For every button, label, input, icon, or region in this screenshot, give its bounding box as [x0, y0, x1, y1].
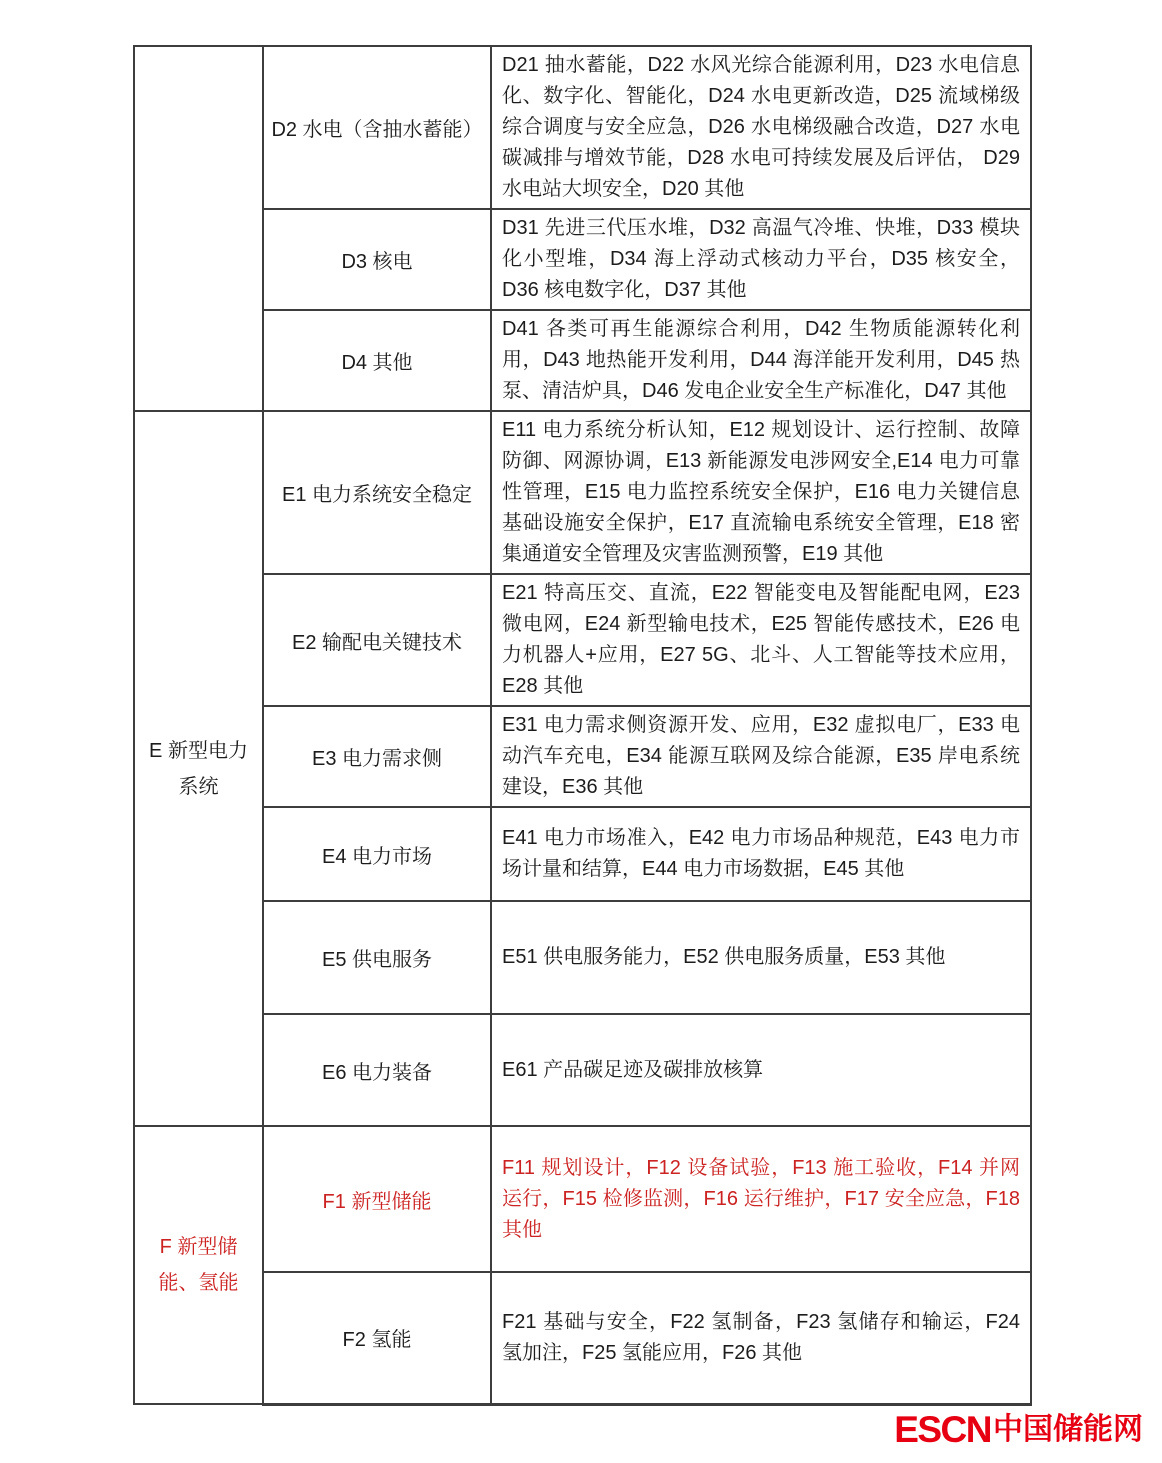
detail-cell: F11 规划设计，F12 设备试验，F13 施工验收，F14 并网运行，F15 检修监测，F16 运行维护，F17 安全应急，F18 其他: [491, 1126, 1031, 1272]
table-row: [134, 807, 1031, 901]
subcategory-cell: E4 电力市场: [263, 807, 491, 901]
table-row: [134, 901, 1031, 1014]
subcategory-cell: D3 核电: [263, 209, 491, 310]
subcategory-cell: F1 新型储能: [263, 1126, 491, 1272]
subcategory-cell: E5 供电服务: [263, 901, 491, 1014]
table-row: [134, 209, 1031, 310]
category-cell-e: E 新型电力系统: [134, 411, 263, 1126]
table-row: [134, 46, 1031, 209]
detail-cell: E31 电力需求侧资源开发、应用，E32 虚拟电厂，E33 电动汽车充电，E34 能源互联网及综合能源，E35 岸电系统建设，E36 其他: [491, 706, 1031, 807]
table-row: [134, 310, 1031, 411]
detail-cell: D41 各类可再生能源综合利用，D42 生物质能源转化利用，D43 地热能开发利用，D44 海洋能开发利用，D45 热泵、清洁炉具，D46 发电企业安全生产标准化，D47 其他: [491, 310, 1031, 411]
table-row: [134, 1014, 1031, 1126]
energy-category-table: [133, 45, 1032, 1406]
escn-logo: [894, 1410, 1143, 1450]
subcategory-cell: F2 氢能: [263, 1272, 491, 1404]
detail-cell: D31 先进三代压水堆，D32 高温气冷堆、快堆，D33 模块化小型堆，D34 海上浮动式核动力平台，D35 核安全，D36 核电数字化，D37 其他: [491, 209, 1031, 310]
subcategory-cell: E2 输配电关键技术: [263, 574, 491, 706]
category-cell-f: F 新型储能、氢能: [134, 1126, 263, 1404]
subcategory-cell: D4 其他: [263, 310, 491, 411]
detail-cell: E51 供电服务能力，E52 供电服务质量，E53 其他: [491, 901, 1031, 1014]
subcategory-cell: E3 电力需求侧: [263, 706, 491, 807]
table-row: [134, 1126, 1031, 1272]
escn-logo-latin-text: ESCN: [894, 1409, 991, 1450]
detail-cell: E21 特高压交、直流，E22 智能变电及智能配电网，E23 微电网，E24 新型输电技术，E25 智能传感技术，E26 电力机器人+应用，E27 5G、北斗、人工智能等技术应用，E28 其他: [491, 574, 1031, 706]
subcategory-cell: E6 电力装备: [263, 1014, 491, 1126]
table-row: [134, 411, 1031, 574]
subcategory-cell: D2 水电（含抽水蓄能）: [263, 46, 491, 209]
detail-cell: D21 抽水蓄能，D22 水风光综合能源利用，D23 水电信息化、数字化、智能化，D24 水电更新改造，D25 流域梯级综合调度与安全应急，D26 水电梯级融合改造，D27 水电碳减排与增效节能，D28 水电可持续发展及后评估， D29 水电站大坝安全，D20 其他: [491, 46, 1031, 209]
escn-logo-cjk-text: 中国储能网: [993, 1413, 1143, 1446]
detail-cell: E11 电力系统分析认知，E12 规划设计、运行控制、故障防御、网源协调，E13 新能源发电涉网安全,E14 电力可靠性管理，E15 电力监控系统安全保护，E16 电力关键信息基础设施安全保护，E17 直流输电系统安全管理，E18 密集通道安全管理及灾害监测预警，E19 其他: [491, 411, 1031, 574]
table-row: [134, 574, 1031, 706]
detail-cell: E41 电力市场准入，E42 电力市场品种规范，E43 电力市场计量和结算，E44 电力市场数据，E45 其他: [491, 807, 1031, 901]
category-cell-d: [134, 46, 263, 411]
subcategory-cell: E1 电力系统安全稳定: [263, 411, 491, 574]
table-row: [134, 1272, 1031, 1404]
detail-cell: F21 基础与安全，F22 氢制备，F23 氢储存和输运，F24 氢加注，F25 氢能应用，F26 其他: [491, 1272, 1031, 1404]
detail-cell: E61 产品碳足迹及碳排放核算: [491, 1014, 1031, 1126]
table-row: [134, 706, 1031, 807]
